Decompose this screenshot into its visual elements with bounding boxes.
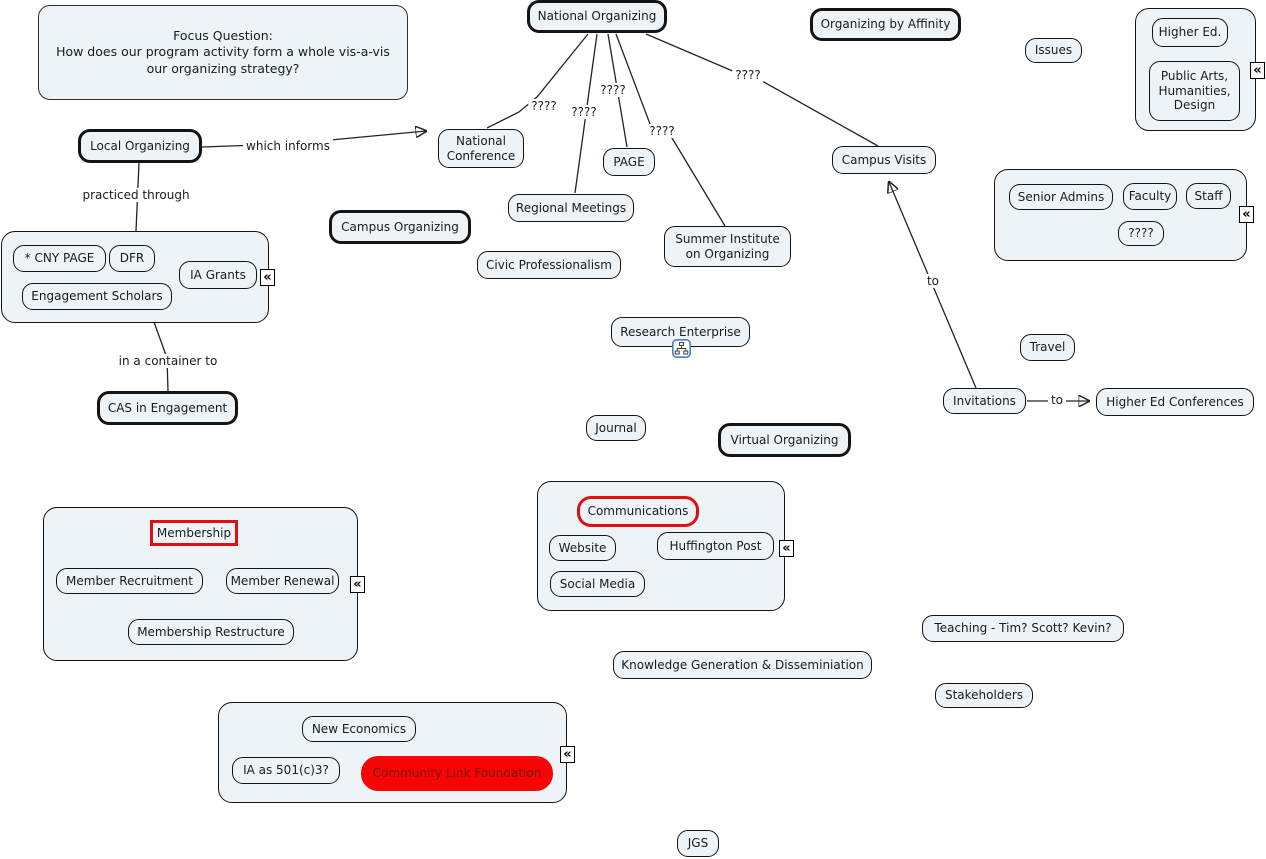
node-website[interactable]: Website bbox=[549, 535, 616, 561]
node-huffington-post[interactable]: Huffington Post bbox=[657, 532, 774, 560]
node-higher-ed-conferences[interactable]: Higher Ed Conferences bbox=[1096, 388, 1254, 416]
node-campus-organizing[interactable]: Campus Organizing bbox=[329, 210, 471, 244]
node-campus-visits[interactable]: Campus Visits bbox=[832, 146, 936, 174]
node-teaching[interactable]: Teaching - Tim? Scott? Kevin? bbox=[922, 615, 1124, 642]
node-cas-in-engagement[interactable]: CAS in Engagement bbox=[97, 391, 238, 425]
node-local-organizing[interactable]: Local Organizing bbox=[78, 129, 202, 163]
link-label-which-informs[interactable]: which informs bbox=[243, 139, 333, 153]
node-national-organizing[interactable]: National Organizing bbox=[527, 0, 667, 33]
node-new-economics[interactable]: New Economics bbox=[302, 716, 416, 742]
node-ia-as-501c3[interactable]: IA as 501(c)3? bbox=[232, 757, 340, 784]
node-civic-professionalism[interactable]: Civic Professionalism bbox=[477, 251, 621, 279]
node-higher-ed[interactable]: Higher Ed. bbox=[1152, 18, 1228, 47]
node-community-link-foundation[interactable]: Community Link Foundation bbox=[361, 756, 553, 791]
node-invitations[interactable]: Invitations bbox=[943, 388, 1026, 414]
expand-collapse-icon[interactable]: « bbox=[779, 540, 794, 557]
expand-collapse-icon[interactable]: « bbox=[350, 576, 365, 593]
link-label-question-summer-institute[interactable]: ???? bbox=[646, 124, 677, 138]
node-national-conference[interactable]: National Conference bbox=[438, 129, 524, 168]
node-knowledge-generation-dissemination[interactable]: Knowledge Generation & Disseminiation bbox=[613, 651, 872, 679]
node-journal[interactable]: Journal bbox=[586, 415, 646, 441]
node-membership-restructure[interactable]: Membership Restructure bbox=[128, 619, 294, 645]
node-communications[interactable]: Communications bbox=[577, 496, 699, 527]
link-label-in-a-container-to[interactable]: in a container to bbox=[116, 354, 221, 368]
node-public-arts-humanities-design[interactable]: Public Arts, Humanities, Design bbox=[1149, 61, 1240, 121]
node-membership[interactable]: Membership bbox=[150, 520, 238, 546]
expand-collapse-icon[interactable]: « bbox=[1239, 206, 1254, 223]
node-member-renewal[interactable]: Member Renewal bbox=[226, 568, 339, 594]
node-cny-page[interactable]: * CNY PAGE bbox=[13, 245, 106, 272]
node-travel[interactable]: Travel bbox=[1020, 334, 1075, 361]
link-label-to-campus-visits[interactable]: to bbox=[924, 274, 942, 288]
link-label-to-higher-ed-conferences[interactable]: to bbox=[1048, 393, 1066, 407]
node-unknown-people[interactable]: ???? bbox=[1118, 221, 1164, 246]
focus-question-box[interactable] bbox=[38, 5, 408, 100]
node-stakeholders[interactable]: Stakeholders bbox=[935, 683, 1033, 708]
link-label-question-campus-visits[interactable]: ???? bbox=[732, 68, 763, 82]
link-label-question-page[interactable]: ???? bbox=[597, 83, 628, 97]
expand-collapse-icon[interactable]: « bbox=[560, 746, 575, 763]
node-dfr[interactable]: DFR bbox=[109, 245, 155, 272]
node-faculty[interactable]: Faculty bbox=[1123, 183, 1177, 210]
node-organizing-by-affinity[interactable]: Organizing by Affinity bbox=[810, 8, 961, 41]
expand-collapse-icon[interactable]: « bbox=[1250, 62, 1265, 79]
focus-question-body: How does our program activity form a whole vis-a-vis our organizing strategy? bbox=[56, 44, 390, 76]
link-label-question-national-conference[interactable]: ???? bbox=[528, 99, 559, 113]
edge-national-organizing-campus-visits[interactable] bbox=[646, 34, 878, 146]
node-regional-meetings[interactable]: Regional Meetings bbox=[508, 194, 634, 222]
link-label-question-regional-meetings[interactable]: ???? bbox=[568, 105, 599, 119]
node-ia-grants[interactable]: IA Grants bbox=[179, 261, 257, 289]
link-label-practiced-through[interactable]: practiced through bbox=[79, 188, 192, 202]
expand-collapse-icon[interactable]: « bbox=[260, 269, 275, 286]
node-research-enterprise[interactable]: Research Enterprise bbox=[611, 317, 750, 347]
node-summer-institute-on-organizing[interactable]: Summer Institute on Organizing bbox=[664, 226, 791, 267]
node-senior-admins[interactable]: Senior Admins bbox=[1009, 184, 1113, 210]
node-social-media[interactable]: Social Media bbox=[550, 571, 645, 597]
node-virtual-organizing[interactable]: Virtual Organizing bbox=[718, 423, 851, 457]
cmap-resource-icon[interactable] bbox=[672, 339, 691, 358]
node-member-recruitment[interactable]: Member Recruitment bbox=[56, 568, 203, 594]
node-jgs[interactable]: JGS bbox=[677, 830, 719, 857]
focus-question-title: Focus Question: bbox=[173, 28, 273, 44]
node-engagement-scholars[interactable]: Engagement Scholars bbox=[22, 283, 172, 310]
node-issues[interactable]: Issues bbox=[1025, 38, 1082, 63]
node-staff[interactable]: Staff bbox=[1186, 183, 1231, 209]
node-page[interactable]: PAGE bbox=[603, 148, 655, 176]
